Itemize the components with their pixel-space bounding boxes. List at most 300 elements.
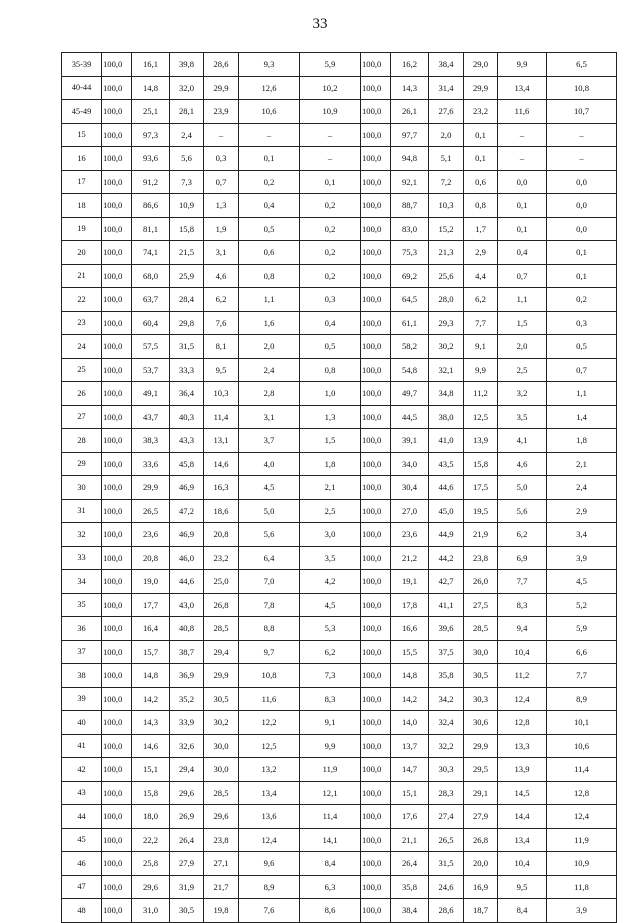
table-cell: 100,0 bbox=[102, 546, 132, 570]
table-cell: 100,0 bbox=[102, 335, 132, 359]
table-cell: 45,8 bbox=[170, 452, 204, 476]
table-cell: 29,4 bbox=[170, 758, 204, 782]
table-cell: 13,4 bbox=[239, 781, 300, 805]
table-cell: 25,8 bbox=[132, 852, 170, 876]
table-cell: 23,8 bbox=[204, 828, 239, 852]
table-cell: 100,0 bbox=[102, 147, 132, 171]
table-cell: 100,0 bbox=[102, 499, 132, 523]
table-cell: 10,8 bbox=[547, 76, 617, 100]
table-cell: 100,0 bbox=[361, 734, 391, 758]
table-cell: 43,5 bbox=[429, 452, 464, 476]
table-cell: 2,9 bbox=[464, 241, 498, 265]
table-cell: 14,0 bbox=[391, 711, 429, 735]
table-cell: 5,2 bbox=[547, 593, 617, 617]
table-cell: 81,1 bbox=[132, 217, 170, 241]
table-cell: 2,1 bbox=[547, 452, 617, 476]
table-cell: 26,5 bbox=[132, 499, 170, 523]
table-cell: 4,5 bbox=[300, 593, 361, 617]
table-cell: 100,0 bbox=[361, 875, 391, 899]
table-cell: 16,4 bbox=[132, 617, 170, 641]
table-cell: 20,8 bbox=[204, 523, 239, 547]
table-cell: 13,9 bbox=[498, 758, 547, 782]
table-cell: 9,9 bbox=[498, 53, 547, 77]
table-cell: 6,2 bbox=[464, 288, 498, 312]
table-cell: 19,1 bbox=[391, 570, 429, 594]
table-row bbox=[62, 147, 617, 171]
table-cell: 74,1 bbox=[132, 241, 170, 265]
table-cell: 27,0 bbox=[391, 499, 429, 523]
table-cell: 10,3 bbox=[429, 194, 464, 218]
table-cell: 38,0 bbox=[429, 405, 464, 429]
table-cell: 13,6 bbox=[239, 805, 300, 829]
table-cell: 25,9 bbox=[170, 264, 204, 288]
table-cell: 7,8 bbox=[239, 593, 300, 617]
table-cell: 39,1 bbox=[391, 429, 429, 453]
table-cell: 41,1 bbox=[429, 593, 464, 617]
table-cell: 100,0 bbox=[102, 358, 132, 382]
table-cell: 83,0 bbox=[391, 217, 429, 241]
table-cell: 0,7 bbox=[498, 264, 547, 288]
table-cell: 30,5 bbox=[464, 664, 498, 688]
table-row bbox=[62, 805, 617, 829]
table-cell: 58,2 bbox=[391, 335, 429, 359]
table-cell: 33,6 bbox=[132, 452, 170, 476]
table-cell: 45,0 bbox=[429, 499, 464, 523]
table-cell: 6,5 bbox=[547, 53, 617, 77]
table-cell: 26,4 bbox=[391, 852, 429, 876]
table-cell: 100,0 bbox=[361, 241, 391, 265]
table-cell: 5,9 bbox=[547, 617, 617, 641]
table-cell: 18,7 bbox=[464, 899, 498, 923]
table-cell: 41,0 bbox=[429, 429, 464, 453]
table-cell: 14,6 bbox=[132, 734, 170, 758]
table-cell: 31,4 bbox=[429, 76, 464, 100]
table-cell: 19,8 bbox=[204, 899, 239, 923]
table-cell: 88,7 bbox=[391, 194, 429, 218]
age-group-cell: 46 bbox=[62, 852, 102, 876]
table-cell: 14,5 bbox=[498, 781, 547, 805]
table-cell: 38,3 bbox=[132, 429, 170, 453]
table-row bbox=[62, 523, 617, 547]
table-cell: 4,6 bbox=[204, 264, 239, 288]
table-cell: 0,3 bbox=[204, 147, 239, 171]
table-cell: 75,3 bbox=[391, 241, 429, 265]
table-body bbox=[62, 53, 617, 923]
table-cell: 49,7 bbox=[391, 382, 429, 406]
table-cell: 9,9 bbox=[300, 734, 361, 758]
table-cell: 7,7 bbox=[464, 311, 498, 335]
table-cell: 21,1 bbox=[391, 828, 429, 852]
table-cell: 0,2 bbox=[300, 217, 361, 241]
age-group-cell: 22 bbox=[62, 288, 102, 312]
table-cell: 11,4 bbox=[300, 805, 361, 829]
table-cell: 100,0 bbox=[361, 687, 391, 711]
table-cell: 27,1 bbox=[204, 852, 239, 876]
age-group-cell: 35-39 bbox=[62, 53, 102, 77]
table-cell: 30,3 bbox=[429, 758, 464, 782]
table-row bbox=[62, 899, 617, 923]
age-group-cell: 29 bbox=[62, 452, 102, 476]
table-cell: 2,4 bbox=[239, 358, 300, 382]
table-cell: 0,7 bbox=[204, 170, 239, 194]
table-cell: 30,0 bbox=[464, 640, 498, 664]
table-cell: – bbox=[547, 147, 617, 171]
table-row bbox=[62, 241, 617, 265]
table-cell: 11,8 bbox=[547, 875, 617, 899]
table-cell: 100,0 bbox=[361, 664, 391, 688]
table-cell: 15,7 bbox=[132, 640, 170, 664]
table-row bbox=[62, 640, 617, 664]
table-row bbox=[62, 664, 617, 688]
table-cell: 100,0 bbox=[361, 476, 391, 500]
table-cell: 15,1 bbox=[391, 781, 429, 805]
table-cell: 100,0 bbox=[102, 523, 132, 547]
age-group-cell: 19 bbox=[62, 217, 102, 241]
table-cell: 100,0 bbox=[361, 781, 391, 805]
age-group-cell: 25 bbox=[62, 358, 102, 382]
age-group-cell: 20 bbox=[62, 241, 102, 265]
age-group-cell: 42 bbox=[62, 758, 102, 782]
table-cell: 0,0 bbox=[498, 170, 547, 194]
table-cell: 93,6 bbox=[132, 147, 170, 171]
table-cell: 1,0 bbox=[300, 382, 361, 406]
table-cell: 6,2 bbox=[300, 640, 361, 664]
table-cell: 30,3 bbox=[464, 687, 498, 711]
age-group-cell: 43 bbox=[62, 781, 102, 805]
table-cell: 35,8 bbox=[429, 664, 464, 688]
table-cell: 14,3 bbox=[391, 76, 429, 100]
table-cell: 17,7 bbox=[132, 593, 170, 617]
table-row bbox=[62, 617, 617, 641]
table-cell: 100,0 bbox=[102, 452, 132, 476]
table-cell: 100,0 bbox=[361, 546, 391, 570]
table-row bbox=[62, 452, 617, 476]
table-cell: 44,9 bbox=[429, 523, 464, 547]
table-cell: 100,0 bbox=[102, 593, 132, 617]
table-cell: 8,8 bbox=[239, 617, 300, 641]
table-cell: 32,2 bbox=[429, 734, 464, 758]
table-cell: 100,0 bbox=[102, 781, 132, 805]
table-cell: 4,5 bbox=[239, 476, 300, 500]
table-cell: 0,3 bbox=[547, 311, 617, 335]
table-cell: 100,0 bbox=[102, 640, 132, 664]
table-cell: 8,4 bbox=[498, 899, 547, 923]
table-cell: 29,9 bbox=[464, 76, 498, 100]
table-cell: 9,5 bbox=[498, 875, 547, 899]
table-cell: 35,8 bbox=[391, 875, 429, 899]
table-cell: 4,4 bbox=[464, 264, 498, 288]
table-cell: 0,1 bbox=[547, 241, 617, 265]
table-cell: 3,1 bbox=[239, 405, 300, 429]
table-cell: 100,0 bbox=[102, 241, 132, 265]
table-cell: 100,0 bbox=[102, 194, 132, 218]
table-cell: 28,6 bbox=[429, 899, 464, 923]
table-cell: 8,3 bbox=[300, 687, 361, 711]
table-cell: 36,9 bbox=[170, 664, 204, 688]
table-cell: 0,1 bbox=[464, 147, 498, 171]
table-row bbox=[62, 687, 617, 711]
table-cell: 44,6 bbox=[429, 476, 464, 500]
table-cell: 12,6 bbox=[239, 76, 300, 100]
table-cell: 0,4 bbox=[300, 311, 361, 335]
table-row bbox=[62, 405, 617, 429]
table-cell: 37,5 bbox=[429, 640, 464, 664]
age-group-cell: 40-44 bbox=[62, 76, 102, 100]
table-cell: 28,5 bbox=[464, 617, 498, 641]
table-row bbox=[62, 875, 617, 899]
table-cell: 100,0 bbox=[102, 288, 132, 312]
age-group-cell: 40 bbox=[62, 711, 102, 735]
table-row bbox=[62, 758, 617, 782]
table-cell: 12,5 bbox=[464, 405, 498, 429]
table-cell: 6,2 bbox=[204, 288, 239, 312]
table-cell: 2,5 bbox=[498, 358, 547, 382]
table-cell: 40,8 bbox=[170, 617, 204, 641]
table-cell: 14,8 bbox=[132, 76, 170, 100]
age-group-cell: 18 bbox=[62, 194, 102, 218]
table-cell: 3,9 bbox=[547, 899, 617, 923]
table-cell: 39,6 bbox=[429, 617, 464, 641]
table-cell: 29,9 bbox=[204, 76, 239, 100]
age-group-cell: 23 bbox=[62, 311, 102, 335]
table-cell: 10,6 bbox=[547, 734, 617, 758]
table-cell: 34,0 bbox=[391, 452, 429, 476]
table-cell: 9,9 bbox=[464, 358, 498, 382]
table-cell: 38,4 bbox=[429, 53, 464, 77]
table-row bbox=[62, 382, 617, 406]
table-cell: 7,2 bbox=[429, 170, 464, 194]
table-cell: 27,4 bbox=[429, 805, 464, 829]
table-cell: 100,0 bbox=[361, 194, 391, 218]
table-cell: 17,5 bbox=[464, 476, 498, 500]
table-cell: 4,0 bbox=[239, 452, 300, 476]
table-cell: 5,3 bbox=[300, 617, 361, 641]
table-cell: 30,0 bbox=[204, 758, 239, 782]
table-cell: 100,0 bbox=[361, 805, 391, 829]
table-cell: 3,5 bbox=[498, 405, 547, 429]
table-cell: 14,8 bbox=[132, 664, 170, 688]
table-cell: 29,3 bbox=[429, 311, 464, 335]
table-cell: 100,0 bbox=[361, 170, 391, 194]
table-cell: 0,3 bbox=[300, 288, 361, 312]
table-cell: 100,0 bbox=[102, 123, 132, 147]
table-cell: 100,0 bbox=[102, 899, 132, 923]
table-cell: 100,0 bbox=[361, 899, 391, 923]
table-cell: 42,7 bbox=[429, 570, 464, 594]
table-cell: 28,1 bbox=[170, 100, 204, 124]
table-cell: 16,6 bbox=[391, 617, 429, 641]
table-cell: 0,5 bbox=[547, 335, 617, 359]
table-cell: 53,7 bbox=[132, 358, 170, 382]
age-group-cell: 15 bbox=[62, 123, 102, 147]
table-cell: 100,0 bbox=[102, 734, 132, 758]
table-cell: 36,4 bbox=[170, 382, 204, 406]
table-cell: 39,8 bbox=[170, 53, 204, 77]
table-cell: 100,0 bbox=[102, 828, 132, 852]
table-cell: 1,1 bbox=[498, 288, 547, 312]
table-row bbox=[62, 335, 617, 359]
table-cell: 23,9 bbox=[204, 100, 239, 124]
table-cell: 9,7 bbox=[239, 640, 300, 664]
table-cell: 26,4 bbox=[170, 828, 204, 852]
table-cell: 100,0 bbox=[361, 570, 391, 594]
table-cell: 27,9 bbox=[464, 805, 498, 829]
table-cell: 3,4 bbox=[547, 523, 617, 547]
table-cell: 0,1 bbox=[239, 147, 300, 171]
table-cell: 0,5 bbox=[300, 335, 361, 359]
table-cell: – bbox=[300, 123, 361, 147]
table-cell: 2,0 bbox=[498, 335, 547, 359]
table-cell: 3,0 bbox=[300, 523, 361, 547]
table-cell: 91,2 bbox=[132, 170, 170, 194]
table-row bbox=[62, 170, 617, 194]
table-cell: 4,5 bbox=[547, 570, 617, 594]
table-row bbox=[62, 781, 617, 805]
table-cell: 9,1 bbox=[464, 335, 498, 359]
data-table bbox=[61, 52, 617, 923]
table-cell: 8,6 bbox=[300, 899, 361, 923]
table-cell: 29,0 bbox=[464, 53, 498, 77]
table-cell: 9,1 bbox=[300, 711, 361, 735]
table-cell: 10,4 bbox=[498, 640, 547, 664]
table-cell: 15,5 bbox=[391, 640, 429, 664]
table-cell: 7,0 bbox=[239, 570, 300, 594]
age-group-cell: 27 bbox=[62, 405, 102, 429]
table-cell: 15,8 bbox=[464, 452, 498, 476]
table-cell: 0,2 bbox=[300, 241, 361, 265]
table-cell: 1,1 bbox=[547, 382, 617, 406]
table-cell: 6,6 bbox=[547, 640, 617, 664]
table-cell: 7,6 bbox=[204, 311, 239, 335]
table-cell: 100,0 bbox=[361, 523, 391, 547]
table-cell: 100,0 bbox=[361, 147, 391, 171]
table-cell: 44,5 bbox=[391, 405, 429, 429]
table-cell: 16,9 bbox=[464, 875, 498, 899]
table-cell: 100,0 bbox=[102, 617, 132, 641]
table-cell: 29,9 bbox=[132, 476, 170, 500]
table-cell: – bbox=[239, 123, 300, 147]
table-cell: 12,1 bbox=[300, 781, 361, 805]
table-cell: 100,0 bbox=[102, 852, 132, 876]
table-cell: 29,8 bbox=[170, 311, 204, 335]
table-cell: 26,8 bbox=[464, 828, 498, 852]
table-cell: 13,3 bbox=[498, 734, 547, 758]
table-cell: 0,0 bbox=[547, 170, 617, 194]
table-cell: 2,0 bbox=[239, 335, 300, 359]
table-cell: 20,0 bbox=[464, 852, 498, 876]
table-cell: 4,1 bbox=[498, 429, 547, 453]
table-cell: 10,3 bbox=[204, 382, 239, 406]
table-cell: 27,5 bbox=[464, 593, 498, 617]
table-cell: 46,9 bbox=[170, 476, 204, 500]
table-cell: 100,0 bbox=[361, 593, 391, 617]
table-cell: 1,3 bbox=[300, 405, 361, 429]
age-group-cell: 36 bbox=[62, 617, 102, 641]
table-cell: 14,8 bbox=[391, 664, 429, 688]
table-cell: 7,6 bbox=[239, 899, 300, 923]
age-group-cell: 32 bbox=[62, 523, 102, 547]
table-cell: 31,5 bbox=[429, 852, 464, 876]
table-cell: 40,3 bbox=[170, 405, 204, 429]
table-row bbox=[62, 100, 617, 124]
table-cell: 100,0 bbox=[361, 452, 391, 476]
table-cell: 68,0 bbox=[132, 264, 170, 288]
age-group-cell: 28 bbox=[62, 429, 102, 453]
table-cell: 30,5 bbox=[170, 899, 204, 923]
table-cell: 100,0 bbox=[361, 382, 391, 406]
table-cell: 94,8 bbox=[391, 147, 429, 171]
table-cell: 30,4 bbox=[391, 476, 429, 500]
table-cell: 11,4 bbox=[547, 758, 617, 782]
table-cell: 3,9 bbox=[547, 546, 617, 570]
table-row bbox=[62, 734, 617, 758]
table-cell: 97,7 bbox=[391, 123, 429, 147]
table-cell: 27,9 bbox=[170, 852, 204, 876]
age-group-cell: 45 bbox=[62, 828, 102, 852]
age-group-cell: 47 bbox=[62, 875, 102, 899]
table-cell: 10,9 bbox=[300, 100, 361, 124]
table-cell: 23,8 bbox=[464, 546, 498, 570]
table-cell: 47,2 bbox=[170, 499, 204, 523]
table-row bbox=[62, 288, 617, 312]
table-cell: 46,9 bbox=[170, 523, 204, 547]
table-cell: 10,8 bbox=[239, 664, 300, 688]
table-cell: 17,8 bbox=[391, 593, 429, 617]
table-cell: 33,3 bbox=[170, 358, 204, 382]
table-row bbox=[62, 828, 617, 852]
age-group-cell: 33 bbox=[62, 546, 102, 570]
table-row bbox=[62, 499, 617, 523]
table-cell: 2,9 bbox=[547, 499, 617, 523]
table-cell: 2,0 bbox=[429, 123, 464, 147]
table-cell: 25,0 bbox=[204, 570, 239, 594]
table-cell: – bbox=[547, 123, 617, 147]
table-cell: 100,0 bbox=[361, 264, 391, 288]
table-cell: 44,6 bbox=[170, 570, 204, 594]
age-group-cell: 24 bbox=[62, 335, 102, 359]
table-cell: 15,8 bbox=[170, 217, 204, 241]
table-cell: 0,2 bbox=[547, 288, 617, 312]
table-cell: 2,5 bbox=[300, 499, 361, 523]
table-cell: 32,6 bbox=[170, 734, 204, 758]
table-cell: 100,0 bbox=[102, 217, 132, 241]
table-cell: 100,0 bbox=[102, 405, 132, 429]
table-cell: 100,0 bbox=[361, 53, 391, 77]
table-cell: 18,6 bbox=[204, 499, 239, 523]
table-cell: 100,0 bbox=[361, 288, 391, 312]
table-cell: 8,9 bbox=[547, 687, 617, 711]
table-cell: 7,7 bbox=[547, 664, 617, 688]
table-cell: 38,7 bbox=[170, 640, 204, 664]
table-cell: 6,2 bbox=[498, 523, 547, 547]
table-cell: 26,9 bbox=[170, 805, 204, 829]
table-cell: 3,2 bbox=[498, 382, 547, 406]
table-cell: 29,9 bbox=[464, 734, 498, 758]
table-cell: 21,3 bbox=[429, 241, 464, 265]
table-cell: 100,0 bbox=[102, 664, 132, 688]
table-cell: 2,4 bbox=[547, 476, 617, 500]
table-cell: 5,1 bbox=[429, 147, 464, 171]
table-cell: – bbox=[498, 123, 547, 147]
table-row bbox=[62, 852, 617, 876]
table-row bbox=[62, 429, 617, 453]
table-cell: 35,2 bbox=[170, 687, 204, 711]
table-cell: 8,1 bbox=[204, 335, 239, 359]
table-cell: 100,0 bbox=[361, 617, 391, 641]
table-cell: 0,2 bbox=[300, 264, 361, 288]
table-cell: 0,2 bbox=[300, 194, 361, 218]
table-cell: 100,0 bbox=[361, 640, 391, 664]
